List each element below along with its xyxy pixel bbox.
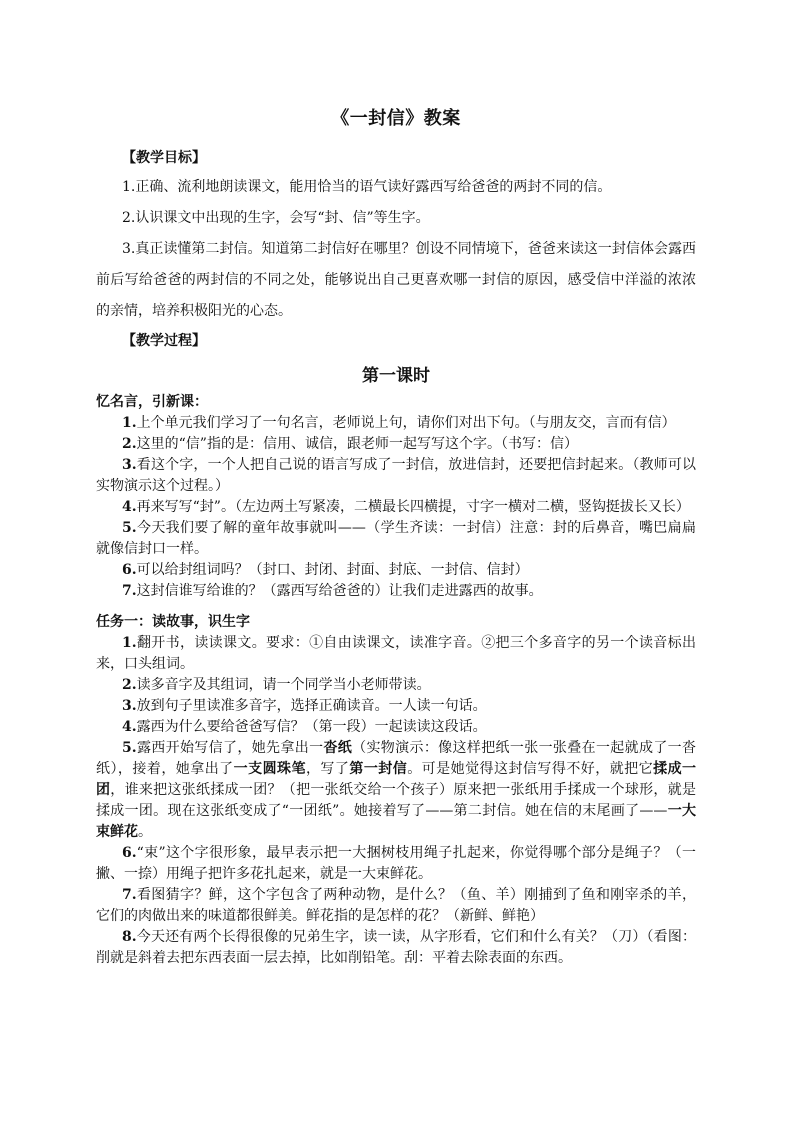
step-number: 5. (122, 520, 137, 536)
step-text: （实物演示：像这样把纸一张一张叠在一起就成了一沓纸），接着，她拿出了 (96, 740, 697, 777)
step-text: 上个单元我们学习了一句名言，老师说上句，请你们对出下句。（与朋友交，言而有信） (136, 415, 676, 431)
lesson-title: 第一课时 (362, 366, 430, 386)
goal-item: 2.认识课文中出现的生字，会写“封、信”等生字。 (122, 210, 430, 226)
step-text: 看图猜字？鲜，这个字包含了两种动物，是什么？（鱼、羊）刚捕到了鱼和刚宰杀的羊，它们的肉做出来的味道都很鲜美。鲜花指的是怎样的花？（新鲜、鲜艳） (96, 887, 696, 924)
section-heading: 忆名言，引新课： (96, 394, 208, 410)
step-text: 再来写写“封”。（左边两土写紧凑，二横最长四横提，寸字一横对二横，竖钩挺拔长又长） (136, 499, 690, 515)
step-text: 可以给封组词吗？（封口、封闭、封面、封底、一封信、信封） (136, 562, 529, 578)
emphasis-text: 一支圆珠笔 (233, 761, 306, 777)
step-number: 4. (122, 499, 137, 515)
step-item (96, 560, 696, 581)
step-item (96, 497, 696, 518)
step-item (96, 843, 696, 885)
goals-heading: 【教学目标】 (122, 150, 206, 166)
step-text: 放到句子里读准多音字，选择正确读音。一人读一句话。 (136, 698, 487, 714)
step-text: ，谁来把这张纸揉成一团？（把一张纸交给一个孩子）原来把一张纸用手揉成一个球形，就是揉成一团。现在这张纸变成了“一团纸”。她接着写了——第二封信。她在信的末尾画了—— (96, 782, 697, 819)
step-number: 2. (122, 436, 137, 452)
step-number: 8. (122, 929, 137, 945)
goal-item: 3.真正读懂第二封信。知道第二封信好在哪里？创设不同情境下，爸爸来读这一封信体会露西前后写给爸爸的两封信的不同之处，能够说出自己更喜欢哪一封信的原因，感受信中洋溢的浓浓的亲情，培养积极阳光的心态。 (96, 241, 696, 319)
document-title: 《一封信》教案 (331, 108, 461, 129)
step-item (96, 633, 696, 675)
step-number: 1. (122, 635, 137, 651)
emphasis-text: 一大束鲜花 (96, 803, 697, 840)
step-number: 6. (122, 562, 137, 578)
goals-list (96, 172, 696, 327)
step-number: 7. (122, 583, 137, 599)
step-text: 今天我们要了解的童年故事就叫——（学生齐读：一封信）注意：封的后鼻音，嘴巴扁扁就像信封口一样。 (96, 520, 696, 557)
step-number: 6. (122, 845, 137, 861)
section-heading: 任务一：读故事，识生字 (96, 614, 250, 630)
emphasis-text: 沓纸 (323, 740, 353, 756)
process-heading: 【教学过程】 (122, 333, 206, 349)
step-text: 。 (138, 824, 152, 840)
section1-steps (96, 413, 696, 602)
step-text: 这里的“信”指的是：信用、诚信，跟老师一起写写这个字。（书写：信） (136, 436, 578, 452)
step-number: 1. (122, 415, 137, 431)
step-item (96, 434, 696, 455)
step-item (96, 413, 696, 434)
step-number: 5. (122, 740, 137, 756)
step-item (96, 885, 696, 927)
step-text: ，写了 (305, 761, 350, 777)
step-number: 2. (122, 677, 137, 693)
step-text: 这封信谁写给谁的？（露西写给爸爸的）让我们走进露西的故事。 (136, 583, 543, 599)
step-text: 看这个字，一个人把自己说的语言写成了一封信，放进信封，还要把信封起来。（教师可以实物演示这个过程。） (96, 457, 696, 494)
step-text: 翻开书，读读课文。要求：①自由读课文，读准字音。②把三个多音字的另一个读音标出来，口头组词。 (96, 635, 696, 672)
step-text: “束”这个字很形象，最早表示把一大捆树枝用绳子扎起来，你觉得哪个部分是绳子？（一撇、一捺）用绳子把许多花扎起来，就是一大束鲜花。 (96, 845, 696, 882)
step-item (96, 927, 696, 969)
emphasis-text: 揉成一团 (96, 761, 697, 798)
step-item (96, 455, 696, 497)
step-item (96, 738, 696, 843)
step-item (96, 675, 696, 696)
step-number: 3. (122, 457, 137, 473)
step-text: 。可是她觉得这封信写得不好，就把它 (407, 761, 654, 777)
step-item (96, 581, 696, 602)
step-number: 7. (122, 887, 137, 903)
step-text: 今天还有两个长得很像的兄弟生字，读一读，从字形看，它们和什么有关？（刀）（看图：削就是斜着去把东西表面一层去掉，比如削铅笔。刮：平着去除表面的东西。 (96, 929, 696, 966)
step-item (96, 696, 696, 717)
step-text: 露西开始写信了，她先拿出一 (136, 740, 324, 756)
emphasis-text: 第一封信 (349, 761, 408, 777)
step-item (96, 717, 696, 738)
step-number: 4. (122, 719, 137, 735)
step-number: 3. (122, 698, 137, 714)
step-item (96, 518, 696, 560)
step-text: 露西为什么要给爸爸写信？（第一段）一起读读这段话。 (136, 719, 487, 735)
goal-item: 1.正确、流利地朗读课文，能用恰当的语气读好露西写给爸爸的两封不同的信。 (122, 179, 612, 195)
section2-steps (96, 633, 696, 969)
step-text: 读多音字及其组词，请一个同学当小老师带读。 (136, 677, 431, 693)
